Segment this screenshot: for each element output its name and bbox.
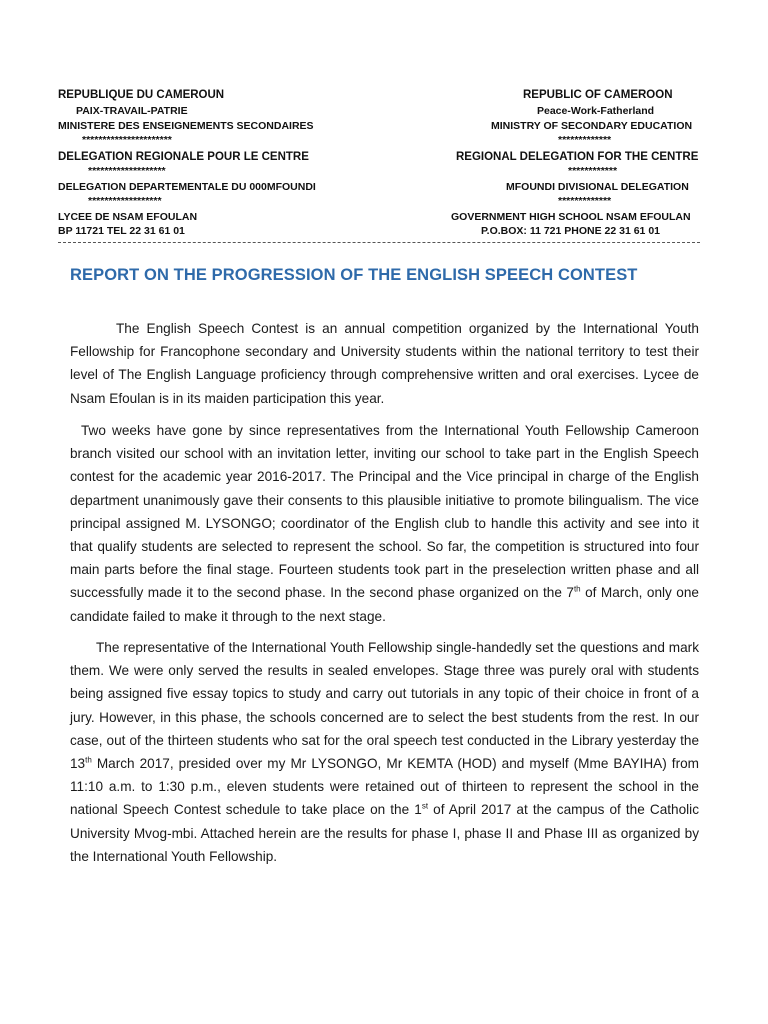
header-right-divisional: MFOUNDI DIVISIONAL DELEGATION bbox=[506, 181, 689, 193]
header-divider bbox=[58, 242, 700, 243]
paragraph-progress-text-end: of March, only one candidate failed to make it through to the next stage. bbox=[70, 585, 699, 624]
header-left-country: REPUBLIQUE DU CAMEROUN bbox=[58, 89, 225, 101]
header-right-stars-2: ************ bbox=[568, 165, 618, 177]
paragraph-intro bbox=[70, 317, 699, 410]
header-right-country: REPUBLIC OF CAMEROON bbox=[523, 89, 673, 101]
header-left-school: LYCEE DE NSAM EFOULAN bbox=[58, 211, 198, 223]
header-right-regional: REGIONAL DELEGATION FOR THE CENTRE bbox=[456, 151, 699, 163]
header-left-motto: PAIX-TRAVAIL-PATRIE bbox=[76, 105, 188, 117]
ordinal-suffix: th bbox=[573, 584, 581, 594]
paragraph-progress-text: Two weeks have gone by since representatives from the International Youth Fellowship Cameroon branch visited our school with an invitation letter, inviting our school to take part in the English Speech contest for the academic year 2016-2017. The Principal and the Vice principal in charge of the English department unanimously gave their consents to this plausible initiative to promote bilingualism. The vice principal assigned M. LYSONGO; coordinator of the English club to handle this activity and see into it that qualify students are selected to represent the school. So far, the competition is structured into four main parts before the final stage. Fourteen students took part in the preselection written phase and all successfully made it to the second phase. In the second phase organized on the 7 bbox=[70, 423, 699, 601]
paragraph-stage-three bbox=[70, 636, 699, 868]
header-right-contact: P.O.BOX: 11 721 PHONE 22 31 61 01 bbox=[481, 225, 660, 237]
paragraph-stage-three-text-end: of April 2017 at the campus of the Catholic University Mvog-mbi. Attached herein are the results for phase I, phase II and Phase III as organized by the International Youth Fellowship. bbox=[70, 802, 699, 864]
header-left-stars-3: ****************** bbox=[88, 195, 162, 207]
header-left-contact: BP 11721 TEL 22 31 61 01 bbox=[58, 225, 185, 237]
paragraph-progress bbox=[70, 419, 699, 628]
header-left-regional: DELEGATION REGIONALE POUR LE CENTRE bbox=[58, 151, 309, 163]
header-right-ministry: MINISTRY OF SECONDARY EDUCATION bbox=[491, 120, 693, 132]
report-title: REPORT ON THE PROGRESSION OF THE ENGLISH SPEECH CONTEST bbox=[70, 266, 638, 284]
header-left-divisional: DELEGATION DEPARTEMENTALE DU 000MFOUNDI bbox=[58, 181, 316, 193]
header-right-stars-1: ************* bbox=[558, 134, 612, 146]
header-right-school: GOVERNMENT HIGH SCHOOL NSAM EFOULAN bbox=[451, 211, 691, 223]
ordinal-suffix: th bbox=[85, 755, 92, 765]
header-left-stars-2: ******************* bbox=[88, 165, 166, 177]
paragraph-intro-text: The English Speech Contest is an annual competition organized by the International Youth Fellowship for Francophone secondary and University students within the national territory to test their level of The English Language proficiency through comprehensive written and oral exercises. Lycee de Nsam Efoulan is in its maiden participation this year. bbox=[70, 321, 699, 406]
paragraph-stage-three-text-mid: March 2017, presided over my Mr LYSONGO, Mr KEMTA (HOD) and myself (Mme BAYIHA) from 11:10 a.m. to 1:30 p.m., eleven students were retained out of thirteen to represent the school in the national Speech Contest schedule to take place on the 1 bbox=[70, 756, 699, 818]
paragraph-stage-three-text: The representative of the International Youth Fellowship single-handedly set the questions and mark them. We were only served the results in sealed envelopes. Stage three was purely oral with students being assigned five essay topics to study and carry out tutorials in any topic of their choice in front of a jury. However, in this phase, the schools concerned are to select the best students from the rest. In our case, out of the thirteen students who sat for the oral speech test conducted in the Library yesterday the 13 bbox=[70, 640, 699, 772]
header-right-motto: Peace-Work-Fatherland bbox=[537, 105, 655, 117]
header-left-ministry: MINISTERE DES ENSEIGNEMENTS SECONDAIRES bbox=[58, 120, 314, 132]
ordinal-suffix: st bbox=[421, 801, 429, 811]
header-right-stars-3: ************* bbox=[558, 195, 612, 207]
header-left-stars-1: ********************** bbox=[82, 134, 172, 146]
